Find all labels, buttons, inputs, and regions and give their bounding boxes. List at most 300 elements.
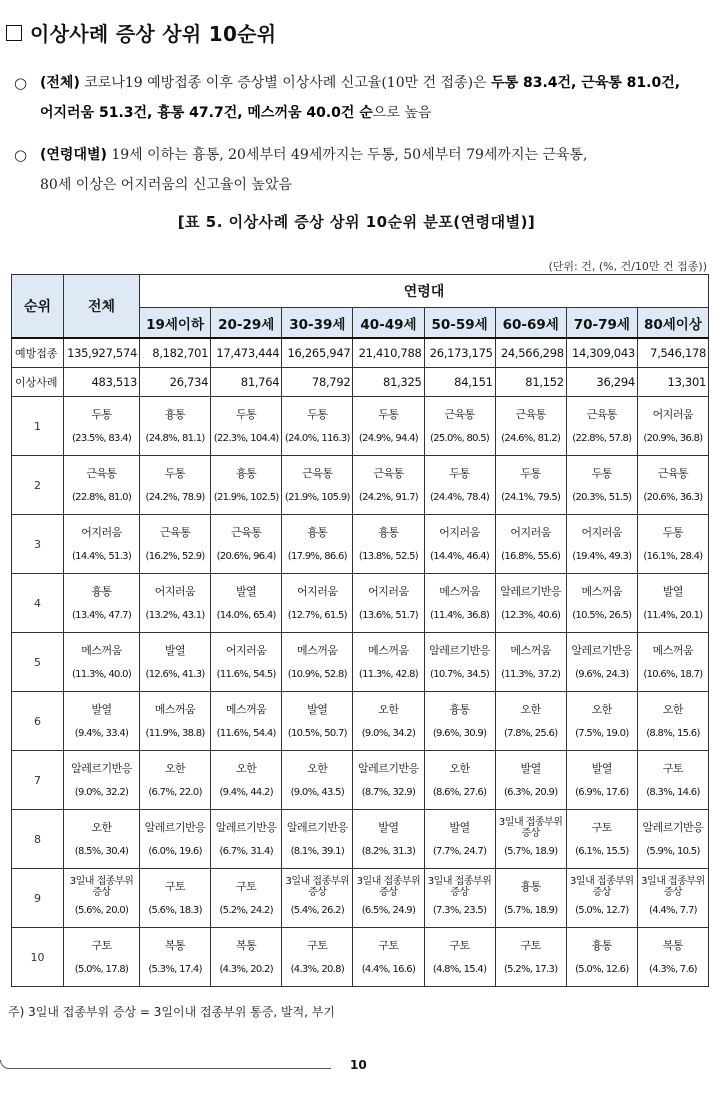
- bullet-age-group: [14, 140, 709, 200]
- symptom-rate: (4.8%, 15.4): [432, 964, 487, 975]
- adverse-value: 81,764: [211, 368, 282, 397]
- symptom-cell: [353, 928, 424, 987]
- symptom-name: 발열: [591, 762, 612, 775]
- rank-number: 4: [12, 574, 64, 633]
- symptom-rate: (9.0%, 43.5): [290, 787, 345, 798]
- symptom-cell: [637, 810, 708, 869]
- symptom-cell: [637, 751, 708, 810]
- symptom-name: 알레르기반응: [71, 762, 132, 775]
- vaccination-value: 21,410,788: [353, 338, 424, 368]
- symptom-rate: (4.3%, 20.8): [290, 964, 345, 975]
- symptom-rate: (11.3%, 42.8): [358, 669, 418, 680]
- symptom-cell: [424, 810, 495, 869]
- symptom-cell: [637, 869, 708, 928]
- vaccination-value: 7,546,178: [637, 338, 708, 368]
- symptom-cell: [282, 810, 353, 869]
- symptom-rate: (24.2%, 78.9): [145, 492, 205, 503]
- symptom-name: 발열: [520, 762, 541, 775]
- symptom-cell: [424, 574, 495, 633]
- symptom-cell: [424, 633, 495, 692]
- adverse-value: 78,792: [282, 368, 353, 397]
- symptom-name: 어지러움: [297, 585, 338, 598]
- bullet-overall: [14, 68, 709, 128]
- symptom-rate: (7.7%, 24.7): [432, 846, 487, 857]
- symptom-rate: (11.9%, 38.8): [145, 728, 205, 739]
- footnote: 주) 3일내 접종부위 증상 = 3일이내 접종부위 통증, 발적, 부기: [8, 1005, 335, 1019]
- symptom-rate: (22.8%, 57.8): [572, 433, 632, 444]
- symptom-name: 두통: [307, 408, 328, 421]
- symptom-rate: (9.6%, 30.9): [432, 728, 487, 739]
- symptom-name: 구토: [591, 821, 612, 834]
- symptom-name: 근육통: [159, 526, 191, 539]
- symptom-cell: [637, 574, 708, 633]
- symptom-name: 알레르기반응: [571, 644, 633, 657]
- symptom-rate: (5.6%, 20.0): [74, 905, 129, 916]
- symptom-cell: [64, 515, 140, 574]
- symptom-rate: (20.6%, 96.4): [216, 551, 276, 562]
- symptom-rate: (20.3%, 51.5): [572, 492, 632, 503]
- symptom-cell: [64, 692, 140, 751]
- symptom-cell: [566, 515, 637, 574]
- symptom-rate: (6.9%, 17.6): [575, 787, 629, 798]
- symptom-cell: [211, 397, 282, 456]
- symptom-cell: [353, 751, 424, 810]
- symptom-rate: (5.4%, 26.2): [290, 905, 345, 916]
- symptom-name: 흉통: [378, 526, 399, 539]
- adverse-value: 36,294: [566, 368, 637, 397]
- symptom-rate: (6.5%, 24.9): [361, 905, 416, 916]
- symptom-cell: [424, 869, 495, 928]
- symptom-name: 메스꺼움: [81, 644, 122, 657]
- symptom-cell: [64, 751, 140, 810]
- symptom-rate: (8.8%, 15.6): [646, 728, 700, 739]
- symptom-cell: [64, 810, 140, 869]
- age-header: 19세이하: [140, 308, 211, 339]
- symptom-cell: [424, 751, 495, 810]
- symptom-name: 메스꺼움: [297, 644, 338, 657]
- symptom-cell: [64, 928, 140, 987]
- symptom-name: 3일내 접종부위 증상: [285, 876, 350, 898]
- symptom-cell: [211, 810, 282, 869]
- symptom-rate: (24.9%, 94.4): [358, 433, 418, 444]
- age-header: 50-59세: [424, 308, 495, 339]
- symptom-cell: [140, 397, 211, 456]
- symptom-rate: (20.9%, 36.8): [643, 433, 703, 444]
- bullet-overall-bold1: 두통 83.4건, 근육통 81.0건,: [491, 75, 681, 91]
- symptom-rate: (12.6%, 41.3): [145, 669, 205, 680]
- symptom-name: 구토: [236, 880, 257, 893]
- symptom-rate: (12.7%, 61.5): [287, 610, 347, 621]
- symptom-rate: (8.6%, 27.6): [432, 787, 487, 798]
- symptom-name: 어지러움: [225, 644, 267, 657]
- symptom-cell: [495, 456, 566, 515]
- symptom-name: 3일내 접종부위 증상: [498, 817, 563, 839]
- symptom-cell: [64, 869, 140, 928]
- symptom-name: 두통: [91, 408, 112, 421]
- symptom-rate: (6.3%, 20.9): [503, 787, 558, 798]
- adverse-value: 84,151: [424, 368, 495, 397]
- symptom-name: 근육통: [373, 467, 404, 480]
- symptom-name: 알레르기반응: [429, 644, 490, 657]
- rank-header: 순위: [12, 275, 64, 339]
- symptom-cell: [211, 751, 282, 810]
- symptom-rate: (19.4%, 49.3): [572, 551, 632, 562]
- symptom-rate: (17.9%, 86.6): [287, 551, 347, 562]
- symptom-cell: [282, 456, 353, 515]
- symptom-name: 3일내 접종부위 증상: [69, 876, 134, 898]
- rank-row: [12, 869, 709, 928]
- symptom-name: 흉통: [307, 526, 328, 539]
- page-number: 10: [350, 1058, 367, 1072]
- symptom-name: 어지러움: [510, 526, 551, 539]
- symptom-name: 오한: [307, 762, 328, 775]
- symptom-name: 발열: [164, 644, 186, 657]
- symptom-rate: (23.5%, 83.4): [71, 433, 132, 444]
- symptom-cell: [353, 869, 424, 928]
- symptom-name: 발열: [236, 585, 257, 598]
- bullet-overall-text: [14, 68, 709, 128]
- symptom-rate: (10.9%, 52.8): [287, 669, 347, 680]
- symptom-rate: (16.1%, 28.4): [643, 551, 703, 562]
- symptom-rate: (13.4%, 47.7): [71, 610, 132, 621]
- symptom-rate: (24.8%, 81.1): [145, 433, 205, 444]
- symptom-cell: [566, 574, 637, 633]
- symptom-name: 오한: [520, 703, 541, 716]
- symptom-cell: [566, 456, 637, 515]
- symptom-rate: (4.3%, 7.6): [649, 964, 697, 975]
- symptom-cell: [566, 810, 637, 869]
- circle-bullet-icon: ○: [14, 146, 28, 164]
- symptom-cell: [353, 456, 424, 515]
- checkbox-square-icon: [6, 25, 22, 41]
- symptom-name: 어지러움: [81, 526, 122, 539]
- symptom-rate: (4.4%, 7.7): [649, 905, 697, 916]
- symptom-name: 두통: [591, 467, 612, 480]
- symptom-rate: (5.2%, 24.2): [219, 905, 273, 916]
- symptom-cell: [282, 928, 353, 987]
- symptom-name: 구토: [91, 939, 112, 952]
- symptom-name: 알레르기반응: [286, 821, 348, 834]
- symptom-cell: [353, 810, 424, 869]
- symptom-cell: [637, 456, 708, 515]
- symptom-name: 어지러움: [439, 526, 480, 539]
- total-header: 전체: [64, 275, 140, 339]
- symptom-rate: (21.9%, 105.9): [284, 492, 350, 503]
- symptom-rate: (24.0%, 116.3): [284, 433, 350, 444]
- symptom-cell: [424, 456, 495, 515]
- bullet-age-group-text2: 80세 이상은 어지러움의 신고율이 높았음: [40, 177, 292, 193]
- symptom-rate: (8.7%, 32.9): [361, 787, 416, 798]
- rank-row: [12, 751, 709, 810]
- rank-row: [12, 633, 709, 692]
- symptom-rate: (24.6%, 81.2): [501, 433, 561, 444]
- symptom-name: 3일내 접종부위 증상: [570, 876, 634, 898]
- symptom-rate: (11.6%, 54.5): [216, 669, 276, 680]
- symptom-rate: (10.5%, 50.7): [287, 728, 347, 739]
- symptom-rate: (6.7%, 31.4): [219, 846, 273, 857]
- symptom-rate: (22.3%, 104.4): [213, 433, 279, 444]
- symptom-cell: [64, 574, 140, 633]
- symptom-name: 복통: [662, 939, 684, 952]
- symptom-cell: [495, 810, 566, 869]
- bullet-age-group-label: (연령대별): [40, 147, 107, 163]
- symptom-name: 근육통: [586, 408, 617, 421]
- symptom-name: 두통: [662, 526, 684, 539]
- symptom-name: 알레르기반응: [500, 585, 562, 598]
- symptom-name: 메스꺼움: [510, 644, 551, 657]
- adverse-events-table: [11, 274, 709, 987]
- symptom-cell: [495, 397, 566, 456]
- symptom-rate: (4.3%, 20.2): [219, 964, 273, 975]
- symptom-name: 오한: [236, 762, 257, 775]
- bullet-age-group-text: [14, 140, 709, 200]
- symptom-cell: [424, 692, 495, 751]
- bullet-overall-text1: 코로나19 예방접종 이후 증상별 이상사례 신고율(10만 건 접종)은: [79, 75, 492, 91]
- symptom-cell: [282, 515, 353, 574]
- symptom-name: 어지러움: [368, 585, 409, 598]
- page-footer-line: [0, 1060, 331, 1069]
- symptom-rate: (12.3%, 40.6): [501, 610, 561, 621]
- symptom-rate: (11.6%, 54.4): [216, 728, 276, 739]
- symptom-name: 흉통: [236, 467, 257, 480]
- symptom-name: 발열: [307, 703, 328, 716]
- symptom-rate: (9.4%, 33.4): [74, 728, 129, 739]
- symptom-name: 발열: [449, 821, 470, 834]
- symptom-rate: (11.3%, 40.0): [71, 669, 132, 680]
- symptom-rate: (9.0%, 34.2): [361, 728, 416, 739]
- symptom-cell: [566, 397, 637, 456]
- symptom-rate: (5.7%, 18.9): [503, 905, 558, 916]
- symptom-rate: (7.3%, 23.5): [432, 905, 487, 916]
- symptom-cell: [64, 633, 140, 692]
- symptom-rate: (13.2%, 43.1): [145, 610, 205, 621]
- symptom-name: 복통: [164, 939, 186, 952]
- symptom-name: 구토: [520, 939, 541, 952]
- symptom-cell: [282, 633, 353, 692]
- symptom-name: 두통: [520, 467, 541, 480]
- rank-number: 7: [12, 751, 64, 810]
- symptom-rate: (22.8%, 81.0): [71, 492, 132, 503]
- symptom-cell: [495, 751, 566, 810]
- symptom-name: 두통: [164, 467, 186, 480]
- symptom-name: 구토: [307, 939, 328, 952]
- vaccination-value: 17,473,444: [211, 338, 282, 368]
- symptom-cell: [353, 633, 424, 692]
- symptom-cell: [424, 515, 495, 574]
- symptom-rate: (8.3%, 14.6): [646, 787, 700, 798]
- symptom-cell: [637, 928, 708, 987]
- symptom-cell: [353, 515, 424, 574]
- symptom-name: 발열: [91, 703, 112, 716]
- symptom-name: 오한: [91, 821, 112, 834]
- adverse-value: 81,152: [495, 368, 566, 397]
- symptom-rate: (6.0%, 19.6): [148, 846, 202, 857]
- symptom-name: 구토: [662, 762, 684, 775]
- symptom-rate: (10.7%, 34.5): [430, 669, 490, 680]
- symptom-rate: (9.0%, 32.2): [74, 787, 129, 798]
- symptom-name: 근육통: [86, 467, 117, 480]
- adverse-value: 26,734: [140, 368, 211, 397]
- symptom-rate: (11.4%, 36.8): [430, 610, 490, 621]
- symptom-cell: [495, 692, 566, 751]
- symptom-rate: (11.4%, 20.1): [643, 610, 703, 621]
- adverse-value: 81,325: [353, 368, 424, 397]
- symptom-name: 흉통: [91, 585, 112, 598]
- rank-row: [12, 456, 709, 515]
- symptom-rate: (11.3%, 37.2): [501, 669, 561, 680]
- rank-number: 5: [12, 633, 64, 692]
- age-header: 40-49세: [353, 308, 424, 339]
- symptom-cell: [211, 928, 282, 987]
- symptom-cell: [424, 928, 495, 987]
- symptom-cell: [424, 397, 495, 456]
- symptom-name: 어지러움: [581, 526, 623, 539]
- symptom-name: 3일내 접종부위 증상: [356, 876, 421, 898]
- symptom-rate: (14.4%, 46.4): [430, 551, 490, 562]
- symptom-name: 메스꺼움: [368, 644, 409, 657]
- vaccination-row: [12, 338, 709, 368]
- section-heading: [6, 18, 276, 47]
- symptom-rate: (5.0%, 12.7): [575, 905, 629, 916]
- symptom-rate: (5.0%, 12.6): [575, 964, 629, 975]
- symptom-cell: [637, 633, 708, 692]
- symptom-name: 근육통: [515, 408, 546, 421]
- symptom-name: 3일내 접종부위 증상: [427, 876, 492, 898]
- symptom-rate: (5.2%, 17.3): [503, 964, 558, 975]
- symptom-rate: (16.8%, 55.6): [501, 551, 561, 562]
- symptom-cell: [495, 928, 566, 987]
- symptom-name: 알레르기반응: [642, 821, 704, 834]
- symptom-cell: [282, 692, 353, 751]
- symptom-rate: (10.6%, 18.7): [643, 669, 703, 680]
- symptom-rate: (10.5%, 26.5): [572, 610, 632, 621]
- rank-row: [12, 574, 709, 633]
- vaccination-value: 16,265,947: [282, 338, 353, 368]
- symptom-rate: (5.9%, 10.5): [646, 846, 700, 857]
- bullet-overall-text2: 으로 높음: [372, 105, 432, 121]
- symptom-name: 두통: [378, 408, 399, 421]
- symptom-cell: [637, 397, 708, 456]
- symptom-name: 알레르기반응: [215, 821, 277, 834]
- symptom-cell: [495, 869, 566, 928]
- symptom-name: 근육통: [230, 526, 262, 539]
- symptom-name: 흉통: [520, 880, 541, 893]
- symptom-cell: [140, 869, 211, 928]
- rank-number: 8: [12, 810, 64, 869]
- symptom-cell: [282, 574, 353, 633]
- symptom-name: 오한: [449, 762, 470, 775]
- symptom-rate: (5.6%, 18.3): [148, 905, 202, 916]
- vaccination-value: 24,566,298: [495, 338, 566, 368]
- bullet-age-group-text1: 19세 이하는 흉통, 20세부터 49세까지는 두통, 50세부터 79세까지는 근육통,: [106, 147, 588, 163]
- symptom-cell: [211, 515, 282, 574]
- symptom-rate: (6.7%, 22.0): [148, 787, 202, 798]
- symptom-rate: (4.4%, 16.6): [361, 964, 416, 975]
- symptom-name: 메스꺼움: [581, 585, 623, 598]
- adverse-row: [12, 368, 709, 397]
- symptom-rate: (9.6%, 24.3): [575, 669, 629, 680]
- symptom-name: 알레르기반응: [144, 821, 206, 834]
- symptom-name: 오한: [662, 703, 684, 716]
- symptom-rate: (8.2%, 31.3): [361, 846, 416, 857]
- symptom-cell: [211, 574, 282, 633]
- symptom-name: 메스꺼움: [439, 585, 480, 598]
- symptom-name: 흉통: [591, 939, 612, 952]
- symptom-cell: [211, 869, 282, 928]
- symptom-rate: (5.7%, 18.9): [503, 846, 558, 857]
- symptom-cell: [282, 869, 353, 928]
- symptom-rate: (8.5%, 30.4): [74, 846, 129, 857]
- adverse-value: 13,301: [637, 368, 708, 397]
- symptom-name: 근육통: [444, 408, 475, 421]
- symptom-cell: [282, 397, 353, 456]
- adverse-label: 이상사례: [12, 368, 64, 397]
- symptom-cell: [353, 574, 424, 633]
- symptom-cell: [566, 692, 637, 751]
- symptom-cell: [140, 928, 211, 987]
- symptom-name: 메스꺼움: [652, 644, 694, 657]
- symptom-cell: [566, 869, 637, 928]
- symptom-cell: [140, 633, 211, 692]
- rank-row: [12, 692, 709, 751]
- age-header: 80세이상: [637, 308, 708, 339]
- age-group-header: 연령대: [140, 275, 709, 308]
- symptom-rate: (24.4%, 78.4): [430, 492, 490, 503]
- symptom-cell: [495, 515, 566, 574]
- symptom-rate: (13.6%, 51.7): [358, 610, 418, 621]
- table-title: [표 5. 이상사례 증상 상위 10순위 분포(연령대별)]: [177, 213, 536, 231]
- rank-number: 2: [12, 456, 64, 515]
- symptom-rate: (5.0%, 17.8): [74, 964, 129, 975]
- symptom-cell: [353, 692, 424, 751]
- symptom-name: 두통: [236, 408, 257, 421]
- symptom-cell: [353, 397, 424, 456]
- symptom-name: 두통: [449, 467, 470, 480]
- symptom-name: 구토: [449, 939, 470, 952]
- symptom-name: 오한: [591, 703, 612, 716]
- symptom-cell: [64, 397, 140, 456]
- symptom-rate: (7.5%, 19.0): [575, 728, 629, 739]
- symptom-rate: (14.0%, 65.4): [216, 610, 276, 621]
- symptom-rate: (21.9%, 102.5): [213, 492, 279, 503]
- symptom-cell: [495, 574, 566, 633]
- symptom-rate: (16.2%, 52.9): [145, 551, 205, 562]
- symptom-rate: (20.6%, 36.3): [643, 492, 703, 503]
- symptom-name: 근육통: [302, 467, 333, 480]
- age-header: 70-79세: [566, 308, 637, 339]
- symptom-cell: [566, 928, 637, 987]
- vaccination-value: 26,173,175: [424, 338, 495, 368]
- vaccination-value: 14,309,043: [566, 338, 637, 368]
- vaccination-value: 135,927,574: [64, 338, 140, 368]
- symptom-name: 구토: [378, 939, 399, 952]
- age-header: 20-29세: [211, 308, 282, 339]
- age-header: 30-39세: [282, 308, 353, 339]
- symptom-name: 흉통: [449, 703, 470, 716]
- symptom-name: 3일내 접종부위 증상: [641, 876, 705, 898]
- symptom-rate: (14.4%, 51.3): [71, 551, 132, 562]
- symptom-cell: [140, 751, 211, 810]
- symptom-rate: (24.1%, 79.5): [501, 492, 561, 503]
- symptom-rate: (6.1%, 15.5): [575, 846, 629, 857]
- symptom-cell: [140, 574, 211, 633]
- rank-number: 9: [12, 869, 64, 928]
- circle-bullet-icon: ○: [14, 74, 28, 92]
- vaccination-label: 예방접종: [12, 338, 64, 368]
- bullet-overall-bold2: 어지러움 51.3건, 흉통 47.7건, 메스꺼움 40.0건 순: [40, 105, 373, 121]
- bullet-overall-label: (전체): [40, 75, 80, 91]
- symptom-name: 근육통: [657, 467, 689, 480]
